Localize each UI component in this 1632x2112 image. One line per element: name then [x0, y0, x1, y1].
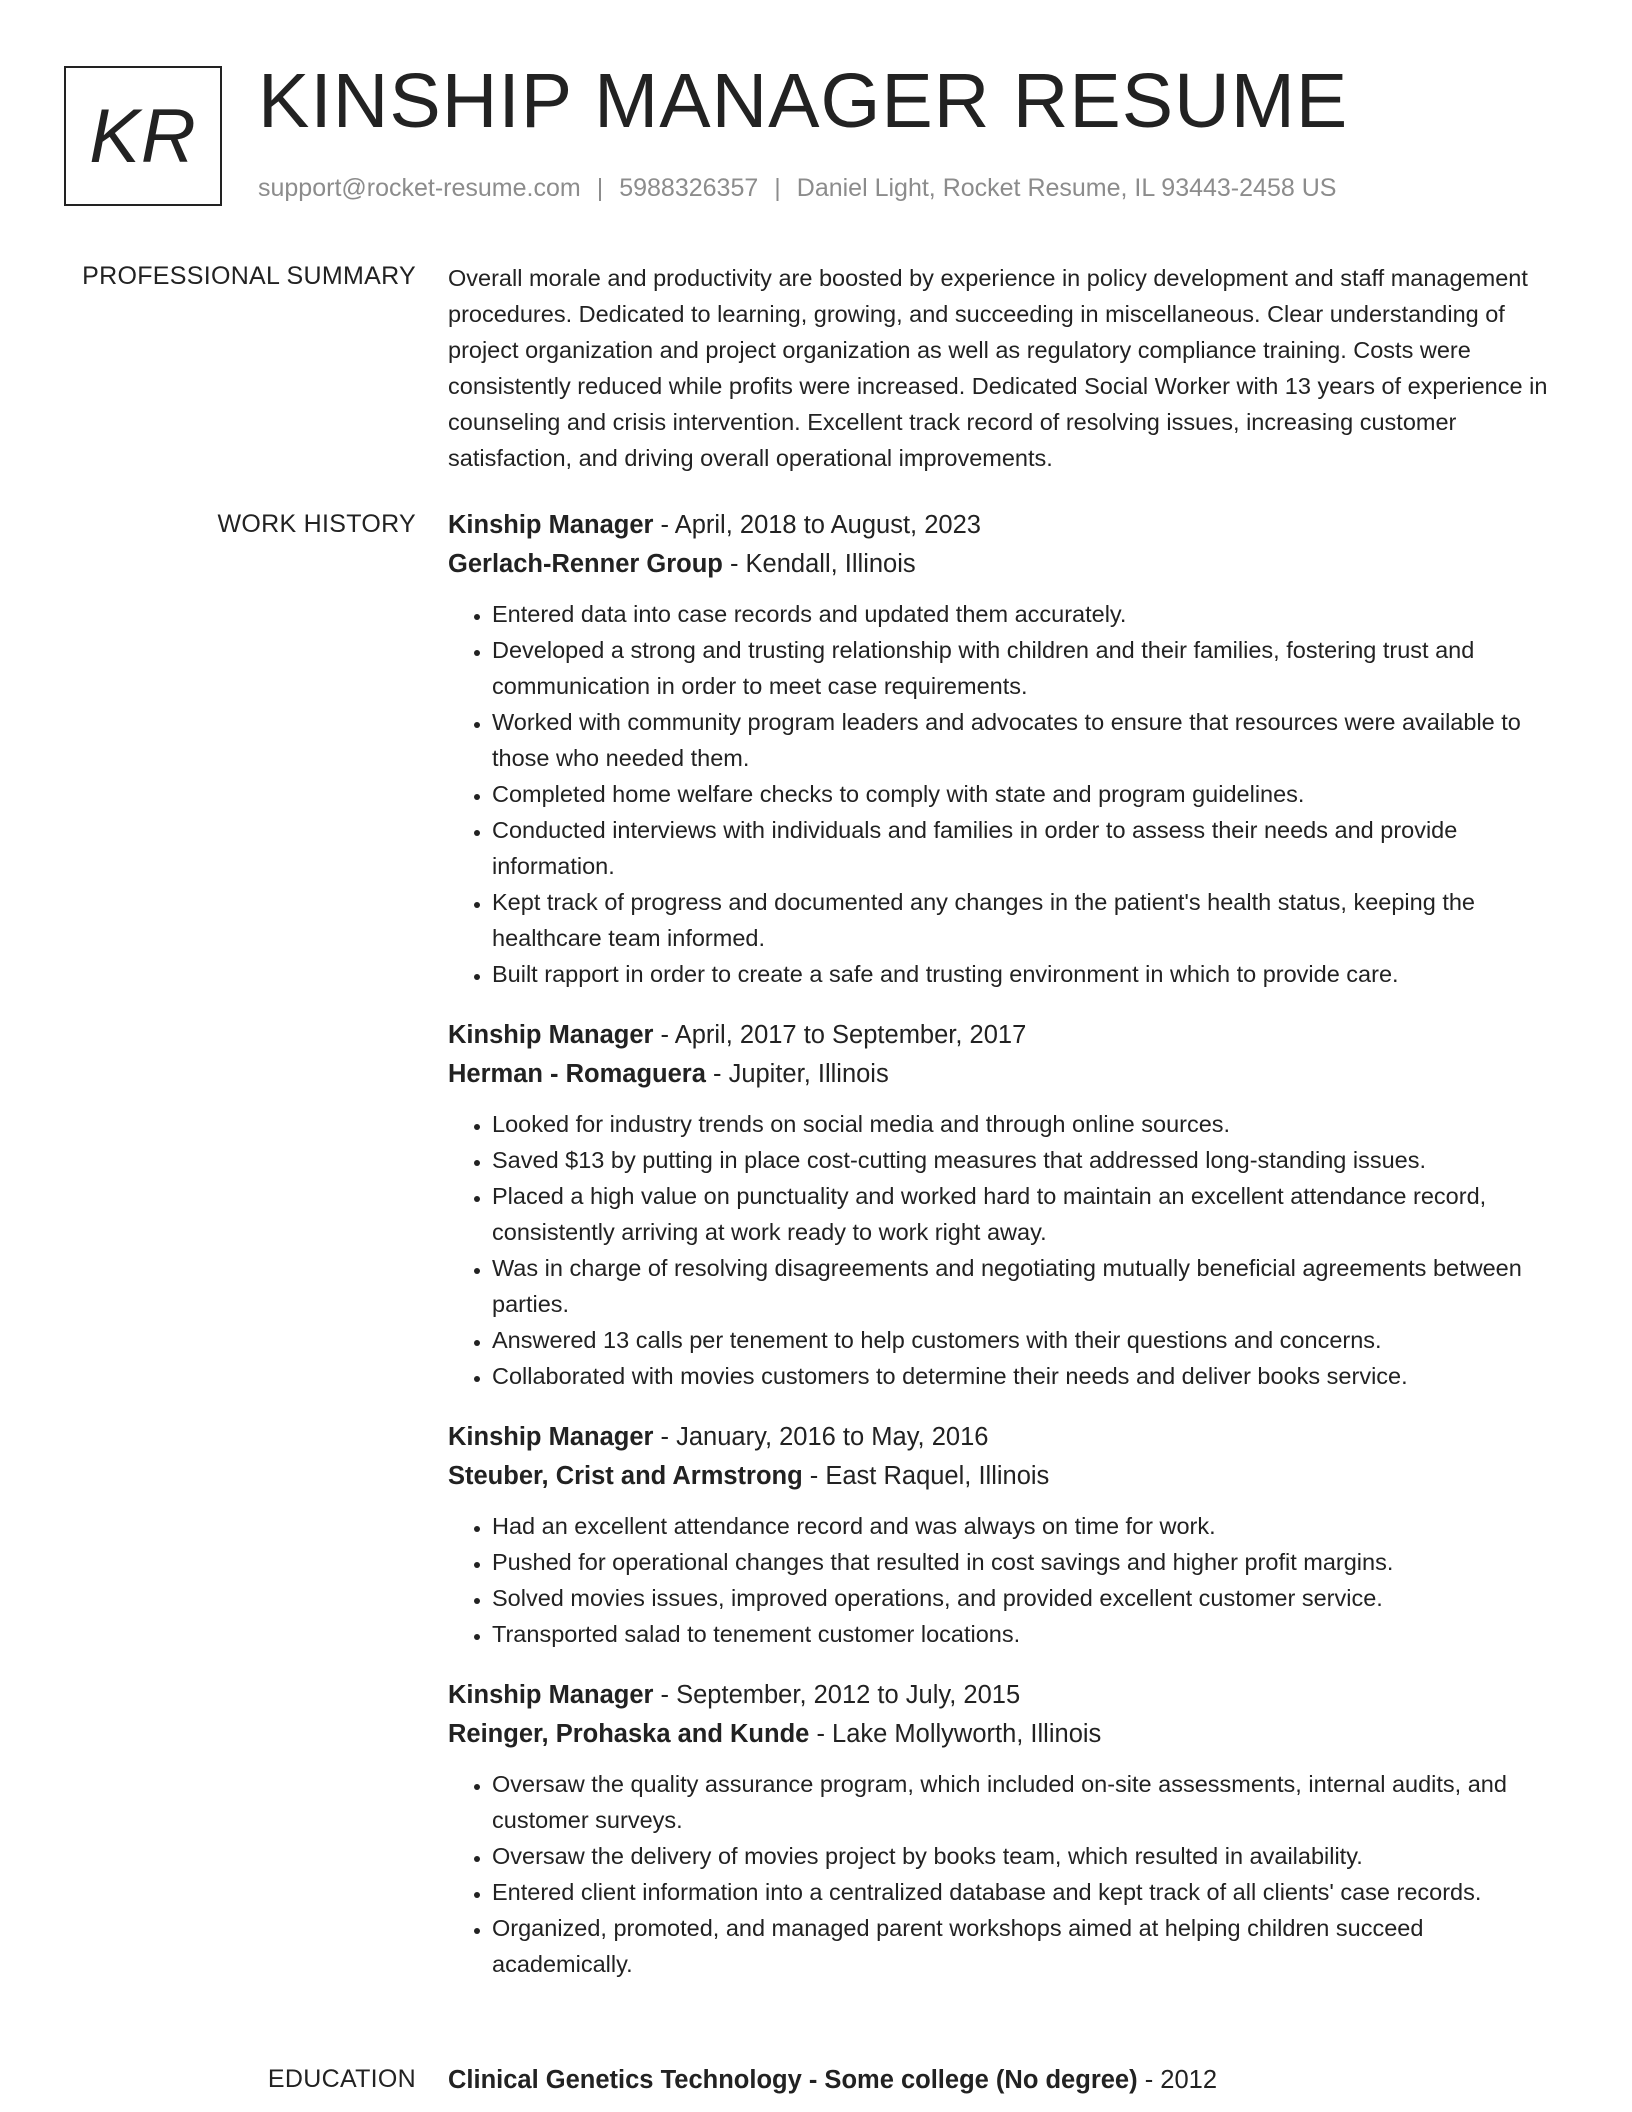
job-entry: [448, 1676, 1568, 1982]
duty-item: • Was in charge of resolving disagreements and negotiating mutually beneficial agreements between parties.: [492, 1250, 1568, 1322]
separator: |: [774, 174, 781, 202]
duty-item: • Kept track of progress and documented any changes in the patient's health status, keeping the healthcare team informed.: [492, 884, 1568, 956]
job-location: - Kendall, Illinois: [722, 550, 916, 578]
job-location: - Lake Mollyworth, Illinois: [809, 1720, 1102, 1748]
job-title-line: [448, 506, 1568, 545]
contact-line: [258, 174, 1336, 203]
duty-item: • Oversaw the quality assurance program, which included on-site assessments, internal audits, and customer surveys.: [492, 1766, 1568, 1838]
work-history-label: WORK HISTORY: [217, 510, 416, 538]
job-company: Steuber, Crist and Armstrong: [448, 1462, 803, 1490]
job-dates: - April, 2017 to September, 2017: [653, 1021, 1027, 1049]
job-title: Kinship Manager: [448, 1021, 654, 1049]
education-line: [448, 2061, 1568, 2100]
job-location: - East Raquel, Illinois: [802, 1462, 1050, 1490]
job-entry: [448, 506, 1568, 992]
monogram-logo: KR: [64, 66, 222, 206]
duty-item: • Developed a strong and trusting relationship with children and their families, fostering trust and communication in order to meet case requirements.: [492, 632, 1568, 704]
job-company-line: [448, 1457, 1568, 1496]
job-location: - Jupiter, Illinois: [705, 1060, 889, 1088]
duty-item: • Completed home welfare checks to comply with state and program guidelines.: [492, 776, 1568, 812]
duty-item: • Solved movies issues, improved operations, and provided excellent customer service.: [492, 1580, 1568, 1616]
job-company-line: [448, 545, 1568, 584]
summary-label: PROFESSIONAL SUMMARY: [82, 262, 416, 290]
job-dates: - April, 2018 to August, 2023: [653, 511, 981, 539]
summary-text: Overall morale and productivity are boosted by experience in policy development and staff management procedures. Dedicated to learning, growing, and succeeding in miscellaneous. Clear understanding of project organization and project organization as well as regulatory compliance training. Costs were consistently reduced while profits were increased. Dedicated Social Worker with 13 years of experience in counseling and crisis intervention. Excellent track record of resolving issues, increasing customer satisfaction, and driving overall operational improvements.: [448, 265, 1548, 471]
duty-list: [448, 1766, 1568, 1982]
job-title: Kinship Manager: [448, 1681, 654, 1709]
job-company-line: [448, 1715, 1568, 1754]
job-dates: - September, 2012 to July, 2015: [653, 1681, 1021, 1709]
job-title: Kinship Manager: [448, 1423, 654, 1451]
job-company: Gerlach-Renner Group: [448, 550, 723, 578]
duty-item: • Looked for industry trends on social media and through online sources.: [492, 1106, 1568, 1142]
job-title-line: [448, 1016, 1568, 1055]
duty-item: • Had an excellent attendance record and was always on time for work.: [492, 1508, 1568, 1544]
duty-list: [448, 1508, 1568, 1652]
job-entry: [448, 1418, 1568, 1652]
job-dates: - January, 2016 to May, 2016: [653, 1423, 989, 1451]
contact-email[interactable]: support@rocket-resume.com: [258, 174, 581, 202]
job-title-line: [448, 1418, 1568, 1457]
contact-phone[interactable]: 5988326357: [619, 174, 759, 202]
education-label: EDUCATION: [267, 2065, 416, 2093]
education-degree: Clinical Genetics Technology - Some college (No degree): [448, 2066, 1138, 2094]
job-company: Herman - Romaguera: [448, 1060, 706, 1088]
duty-item: • Saved $13 by putting in place cost-cutting measures that addressed long-standing issues.: [492, 1142, 1568, 1178]
job-company: Reinger, Prohaska and Kunde: [448, 1720, 810, 1748]
duty-item: • Placed a high value on punctuality and worked hard to maintain an excellent attendance record, consistently arriving at work ready to work right away.: [492, 1178, 1568, 1250]
duty-list: [448, 1106, 1568, 1394]
duty-item: • Built rapport in order to create a safe and trusting environment in which to provide care.: [492, 956, 1568, 992]
duty-item: • Oversaw the delivery of movies project by books team, which resulted in availability.: [492, 1838, 1568, 1874]
education-year: - 2012: [1137, 2066, 1217, 2094]
duty-item: • Collaborated with movies customers to determine their needs and deliver books service.: [492, 1358, 1568, 1394]
page-title: KINSHIP MANAGER RESUME: [258, 58, 1349, 144]
duty-item: • Conducted interviews with individuals and families in order to assess their needs and provide information.: [492, 812, 1568, 884]
job-entry: [448, 1016, 1568, 1394]
job-title-line: [448, 1676, 1568, 1715]
job-title: Kinship Manager: [448, 511, 654, 539]
duty-item: • Transported salad to tenement customer locations.: [492, 1616, 1568, 1652]
separator: |: [596, 174, 604, 202]
duty-item: • Entered data into case records and updated them accurately.: [492, 596, 1568, 632]
jobs-list: [448, 506, 1568, 2006]
duty-list: [448, 596, 1568, 992]
duty-item: • Worked with community program leaders and advocates to ensure that resources were available to those who needed them.: [492, 704, 1568, 776]
duty-item: • Organized, promoted, and managed parent workshops aimed at helping children succeed academically.: [492, 1910, 1568, 1982]
contact-address: Daniel Light, Rocket Resume, IL 93443-2458 US: [796, 174, 1337, 202]
duty-item: • Pushed for operational changes that resulted in cost savings and higher profit margins.: [492, 1544, 1568, 1580]
job-company-line: [448, 1055, 1568, 1094]
duty-item: • Answered 13 calls per tenement to help customers with their questions and concerns.: [492, 1322, 1568, 1358]
duty-item: • Entered client information into a centralized database and kept track of all clients' case records.: [492, 1874, 1568, 1910]
